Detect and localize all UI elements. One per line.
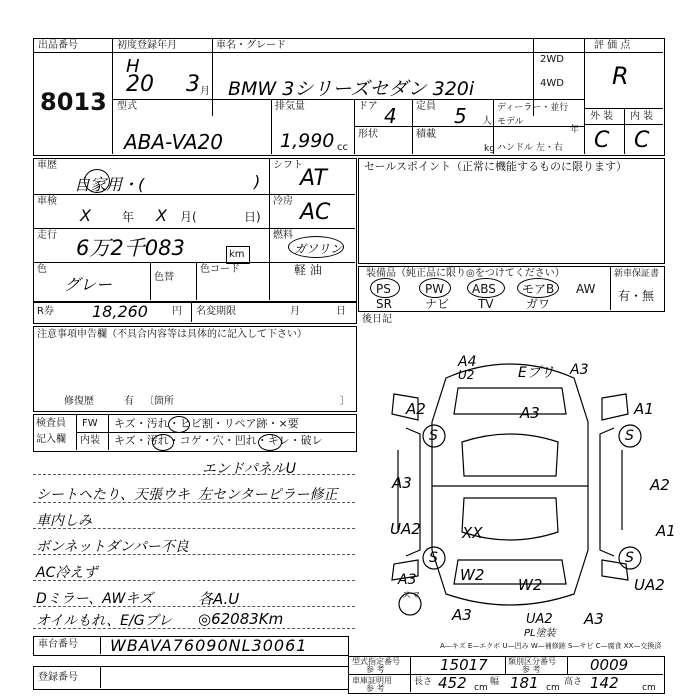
inspection-day-unit: 日): [244, 210, 261, 224]
score-label: 評 価 点: [594, 40, 631, 51]
equipment-moab-circle: [517, 278, 559, 298]
mark-a1-right: A1: [634, 400, 654, 418]
height-value: 142: [590, 674, 619, 692]
mark-ua2-left: UA2: [390, 520, 421, 538]
shift-label: シフト: [273, 160, 303, 171]
length-label: 長さ: [414, 677, 433, 687]
spare-label: スマ: [402, 591, 420, 601]
int-score: C: [634, 128, 650, 153]
dims-label: 車庫証明用: [352, 676, 392, 685]
type-cert-value: 15017: [440, 656, 488, 674]
model-year-label: モデル: [497, 117, 524, 127]
name-change-day: 日: [336, 306, 346, 317]
drive-2wd: 2WD: [540, 54, 564, 65]
score: R: [612, 62, 629, 90]
width-label: 幅: [490, 677, 500, 687]
mark-a2-right: A2: [650, 476, 670, 494]
remark-6: AC冷えず: [36, 565, 98, 581]
kg-unit: kg: [484, 144, 495, 154]
chassis-label: 車台番号: [38, 639, 78, 650]
checker-fw-items: キズ・汚れ・ヒビ割・リペア跡・×要: [114, 417, 299, 430]
month: 3: [186, 72, 200, 97]
mark-a3-top: A3: [570, 362, 589, 378]
recycle-block: [33, 302, 357, 324]
year: 20: [126, 72, 154, 97]
lot-no: 8013: [40, 88, 107, 116]
mark-a3-bottom-left: A3: [452, 606, 472, 624]
warranty-value: 有・無: [618, 289, 655, 303]
class-value: 0009: [590, 656, 629, 674]
mark-ua2-bottom: UA2: [526, 612, 553, 627]
fuel-diesel: 軽 油: [294, 263, 322, 277]
equipment-label: 装備品（純正品に限り◎をつけてください）: [366, 268, 565, 279]
sales-point-block: [358, 158, 665, 264]
height-unit: cm: [642, 683, 656, 693]
inspection-label: 車検: [37, 196, 57, 207]
length-unit: cm: [474, 683, 488, 693]
notes-label: 注意事項申告欄（不具合内容等は具体的に記入して下さい）: [37, 329, 307, 340]
model-label: 車名・グレード: [216, 40, 286, 51]
equipment-abs-circle: [467, 278, 505, 298]
type-label: 型式: [117, 101, 137, 112]
remark-2: シートヘたり、天張ウキ: [36, 487, 190, 503]
equipment-tv: TV: [478, 297, 494, 311]
mark-a3-bottom-right: A3: [584, 610, 604, 628]
mark-s-fr: S: [625, 428, 634, 444]
load-label: 積載: [416, 129, 436, 140]
inspection-month: X: [156, 206, 167, 225]
doors-label: ドア: [358, 101, 378, 112]
remark-10: ◎62083Km: [198, 610, 284, 628]
class-ref: 参 考: [522, 665, 541, 674]
inspection-year: X: [80, 206, 91, 225]
model-name: BMW 3シリーズセダン 320i: [228, 78, 475, 100]
mark-xx: XX: [462, 524, 483, 542]
remark-9: オイルもれ、E/Gブレ: [36, 613, 172, 629]
mark-ua2-right: UA2: [634, 576, 665, 594]
equipment-pw-circle: [419, 278, 451, 298]
color-value: グレー: [64, 275, 113, 294]
reg-row: [33, 666, 349, 690]
width-unit: cm: [546, 683, 560, 693]
mark-a3-hood: A3: [520, 404, 540, 422]
checker-label-2: 記入欄: [36, 434, 66, 445]
repair-value: 有: [124, 396, 134, 407]
checker-interior: 内装: [80, 435, 100, 446]
cc-unit: cc: [337, 142, 348, 153]
mileage-label: 走行: [37, 230, 57, 241]
mark-a1-right-low: A1: [656, 522, 676, 540]
type-cert-label: 型式指定番号: [352, 657, 400, 666]
ac-value: AC: [300, 200, 331, 225]
capacity-unit: 人: [482, 116, 492, 127]
class-label: 類別区分番号: [508, 657, 556, 666]
mark-w2-left: W2: [460, 566, 485, 584]
capacity: 5: [454, 104, 467, 128]
equipment-moab: モアB: [522, 282, 555, 296]
equipment-ps-circle: [370, 278, 400, 298]
equipment-abs: ABS: [472, 282, 496, 296]
mark-a3-bl: A3: [398, 572, 417, 588]
color-code-label: 色コード: [200, 264, 240, 275]
equipment-sr: SR: [376, 297, 392, 311]
mileage-value: 6万2千083: [76, 236, 185, 260]
equipment-navi: ナビ: [425, 297, 450, 311]
checker-fw: FW: [82, 418, 98, 429]
checker-label-1: 検査員: [36, 418, 66, 429]
inspection-year-unit: 年: [122, 210, 135, 224]
color-label: 色: [37, 264, 47, 275]
remark-5: ボンネットダンパー不良: [36, 539, 189, 555]
remark-1: エンドパネルU: [202, 461, 296, 477]
era: H: [126, 56, 140, 77]
fuel-gasoline-circle: [288, 236, 344, 258]
checker-int-items: キズ・汚れ・コゲ・穴・凹れ・キレ・破レ: [114, 434, 323, 447]
dims-ref: 参 考: [366, 684, 385, 693]
dealer-label: ディーラー・並行: [497, 103, 569, 113]
int-label: 内 装: [630, 111, 654, 122]
doors: 4: [384, 104, 397, 128]
ext-label: 外 装: [590, 111, 614, 122]
height-label: 高さ: [564, 677, 583, 687]
remark-7: Dミラー、AWキズ: [36, 591, 154, 607]
first-reg-label: 初度登録年月: [117, 40, 177, 51]
type-value: ABA-VA20: [124, 130, 223, 154]
width-value: 181: [510, 674, 539, 692]
sales-point-label: セールスポイント（正常に機能するものに限ります）: [364, 160, 628, 173]
inspection-month-unit: 月(: [180, 210, 197, 224]
history-text: 自家用・(: [74, 175, 145, 194]
remark-3: 左センターピラー修正: [198, 487, 338, 503]
mileage-unit: km: [229, 249, 245, 260]
displacement: 1,990: [280, 130, 335, 152]
equipment-aw: AW: [576, 282, 596, 296]
mark-s-rl: S: [429, 550, 438, 566]
shift-value: AT: [300, 166, 327, 191]
recycle-value: 18,260: [92, 302, 148, 321]
shape-label: 形状: [358, 129, 378, 140]
fuel-gasoline: ガソリン: [294, 242, 343, 256]
repair-bracket: 〔箇所: [144, 396, 174, 407]
ext-score: C: [594, 128, 610, 153]
mark-s-fl: S: [429, 428, 438, 444]
ac-label: 冷房: [273, 196, 293, 207]
mark-s-rr: S: [625, 550, 634, 566]
history-label: 車歴: [37, 160, 57, 171]
mark-pl: PL塗装: [524, 628, 556, 639]
mark-w2-center: W2: [518, 576, 543, 594]
mark-a2-left: A2: [406, 400, 426, 418]
type-cert-ref: 参 考: [366, 665, 385, 674]
model-year-unit: 年: [570, 125, 580, 135]
length-value: 452: [438, 674, 467, 692]
color-change-label: 色替: [154, 272, 174, 283]
capacity-label: 定員: [416, 101, 436, 112]
repair-label: 修復歴: [64, 396, 94, 407]
month-unit: 月: [200, 86, 210, 97]
mark-a3-left: A3: [392, 474, 412, 492]
lot-no-label: 出品番号: [38, 40, 78, 51]
name-change-month: 月: [290, 306, 300, 317]
rear-label: 後日記: [362, 314, 392, 325]
remark-8: 各A.U: [198, 590, 240, 608]
fuel-label: 燃料: [273, 230, 293, 241]
mark-epuri: Eプリ: [518, 365, 555, 381]
recycle-unit: 円: [172, 306, 182, 317]
recycle-label: R券: [37, 306, 54, 317]
mark-u2-top: U2: [458, 368, 475, 382]
equipment-gawa: ガワ: [526, 297, 551, 311]
warranty-label: 新車保証書: [614, 269, 660, 279]
displacement-label: 排気量: [275, 101, 305, 112]
history-close: ): [254, 172, 261, 191]
handle-label: ハンドル 左・右: [497, 143, 563, 153]
reg-label: 登録番号: [38, 672, 78, 683]
equipment-pw: PW: [425, 282, 445, 296]
name-change-label: 名変期限: [196, 306, 236, 317]
equipment-ps: PS: [376, 282, 391, 296]
diagram-legend: A—キズ E—エクボ U—凹み W—補修跡 S—サビ C—腐食 XX—交換済: [440, 642, 662, 650]
remark-4: 車内しみ: [36, 513, 92, 529]
repair-close: 〕: [340, 396, 350, 407]
chassis-value: WBAVA76090NL30061: [110, 636, 308, 655]
mark-a4: A4: [458, 354, 477, 370]
drive-4wd: 4WD: [540, 78, 564, 89]
